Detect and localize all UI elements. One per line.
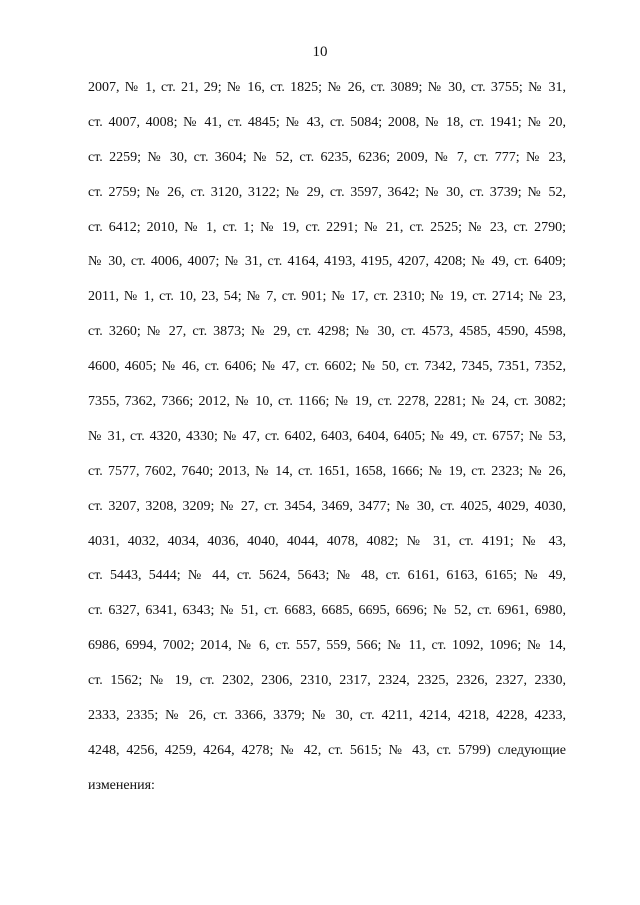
text-line: изменения: (88, 777, 155, 793)
text-line: 4248, 4256, 4259, 4264, 4278; № 42, ст. 5615; № 43, ст. 5799) следующие (88, 742, 566, 758)
text-line: ст. 6412; 2010, № 1, ст. 1; № 19, ст. 2291; № 21, ст. 2525; № 23, ст. 2790; (88, 219, 566, 235)
text-line: ст. 7577, 7602, 7640; 2013, № 14, ст. 1651, 1658, 1666; № 19, ст. 2323; № 26, (88, 463, 566, 479)
body-text (88, 78, 566, 811)
text-line: № 30, ст. 4006, 4007; № 31, ст. 4164, 4193, 4195, 4207, 4208; № 49, ст. 6409; (88, 254, 566, 270)
text-line: ст. 5443, 5444; № 44, ст. 5624, 5643; № 48, ст. 6161, 6163, 6165; № 49, (88, 568, 566, 584)
text-line: № 31, ст. 4320, 4330; № 47, ст. 6402, 6403, 6404, 6405; № 49, ст. 6757; № 53, (88, 428, 566, 444)
text-line: ст. 1562; № 19, ст. 2302, 2306, 2310, 2317, 2324, 2325, 2326, 2327, 2330, (88, 673, 566, 689)
text-line: 2007, № 1, ст. 21, 29; № 16, ст. 1825; № 26, ст. 3089; № 30, ст. 3755; № 31, (88, 80, 566, 95)
text-line: 7355, 7362, 7366; 2012, № 10, ст. 1166; № 19, ст. 2278, 2281; № 24, ст. 3082; (88, 394, 566, 410)
page-number: 10 (312, 44, 328, 60)
text-line: 4600, 4605; № 46, ст. 6406; № 47, ст. 6602; № 50, ст. 7342, 7345, 7351, 7352, (88, 359, 566, 375)
text-line: ст. 3207, 3208, 3209; № 27, ст. 3454, 3469, 3477; № 30, ст. 4025, 4029, 4030, (88, 498, 566, 514)
text-line: ст. 3260; № 27, ст. 3873; № 29, ст. 4298; № 30, ст. 4573, 4585, 4590, 4598, (88, 324, 566, 340)
text-line: 2333, 2335; № 26, ст. 3366, 3379; № 30, ст. 4211, 4214, 4218, 4228, 4233, (88, 708, 566, 724)
text-line: ст. 2759; № 26, ст. 3120, 3122; № 29, ст. 3597, 3642; № 30, ст. 3739; № 52, (88, 184, 566, 200)
text-line: 6986, 6994, 7002; 2014, № 6, ст. 557, 559, 566; № 11, ст. 1092, 1096; № 14, (88, 638, 566, 654)
text-line: ст. 2259; № 30, ст. 3604; № 52, ст. 6235, 6236; 2009, № 7, ст. 777; № 23, (88, 149, 566, 165)
text-line: 2011, № 1, ст. 10, 23, 54; № 7, ст. 901; № 17, ст. 2310; № 19, ст. 2714; № 23, (88, 289, 566, 305)
text-line: ст. 6327, 6341, 6343; № 51, ст. 6683, 6685, 6695, 6696; № 52, ст. 6961, 6980, (88, 603, 566, 619)
text-line: ст. 4007, 4008; № 41, ст. 4845; № 43, ст. 5084; 2008, № 18, ст. 1941; № 20, (88, 114, 566, 130)
text-line: 4031, 4032, 4034, 4036, 4040, 4044, 4078, 4082; № 31, ст. 4191; № 43, (88, 533, 566, 549)
